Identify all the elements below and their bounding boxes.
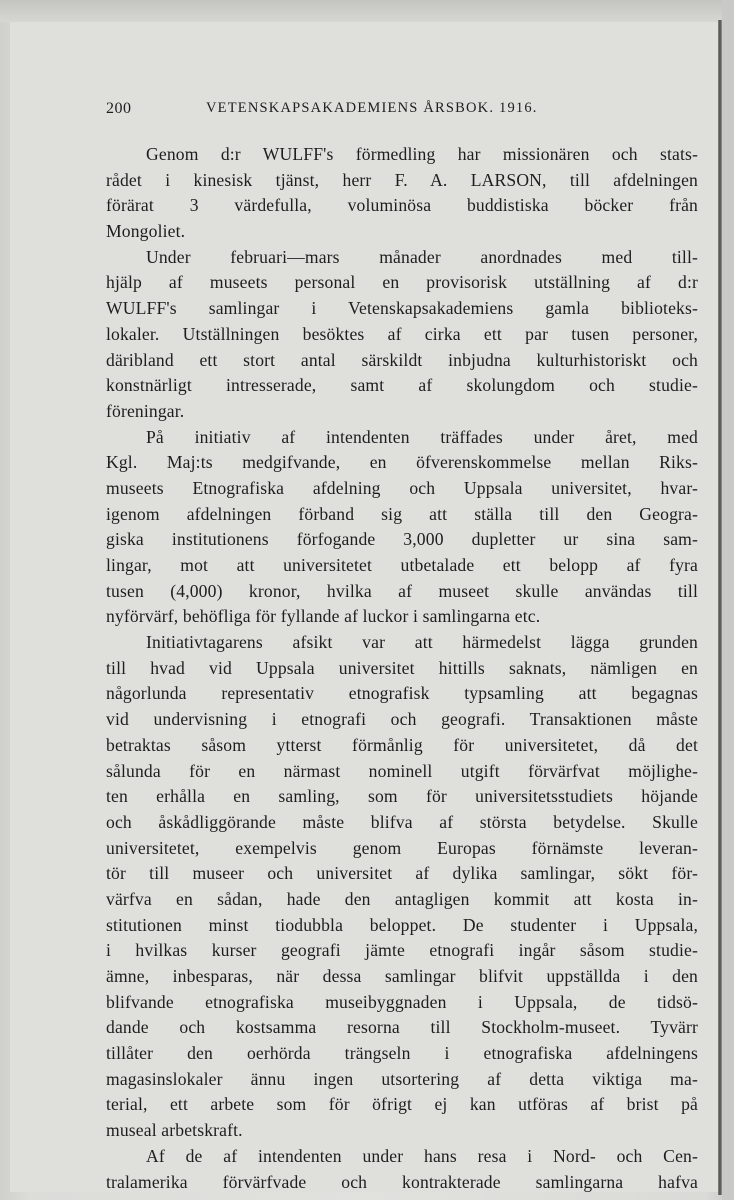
text-line: föreningar. [106,400,185,421]
text-line: sålunda för en närmast nominell utgift förvärfvat möjlighe- [106,760,698,781]
text-line: nyförvärf, behöfliga för fyllande af luckor i samlingarna etc. [106,606,541,627]
text-line: Genom d:r WULFF's förmedling har missionären och stats- [146,144,698,164]
text-line: någorlunda representativ etnografisk typsamling att begagnas [106,683,698,704]
running-title: VETENSKAPSAKADEMIENS ÅRSBOK. 1916. [206,100,538,116]
text-line: igenom afdelningen förband sig att ställa till den Geogra- [106,503,698,524]
text-line: Initiativtagarens afsikt var att härmedelst lägga grunden [146,632,698,653]
text-line: museets Etnografiska afdelning och Uppsala universitet, hvar- [106,477,698,498]
text-line: Af de af intendenten under hans resa i Nord- och Cen- [146,1145,698,1166]
scan-top-shadow [0,0,734,22]
text-line: universitetet, exempelvis genom Europas förnämste leveran- [106,837,698,858]
text-line: Mongoliet. [106,221,186,242]
text-line: magasinslokaler ännu ingen utsortering af detta viktiga ma- [106,1068,698,1089]
text-line: hjälp af museets personal en provisorisk utställning af d:r [106,272,698,293]
text-line: tör till museer och universitet af dylika samlingar, sökt för- [106,863,698,884]
scan-right-margin [722,0,734,1200]
text-line: till hvad vid Uppsala universitet hittills saknats, nämligen en [106,657,698,678]
text-line: Under februari—mars månader anordnades med till- [146,246,698,267]
body-text [106,142,698,1195]
text-line: rådet i kinesisk tjänst, herr F. A. LARSON, till afdelningen [106,169,698,190]
page-header [106,100,698,128]
text-line: tralamerika förvärfvade och kontrakterade samlingarna hafva [106,1171,698,1192]
text-line: konstnärligt intresserade, samt af skolungdom och studie- [106,375,698,396]
text-line: däribland ett stort antal särskildt inbjudna kulturhistoriskt och [106,349,698,370]
text-line: ten erhålla en samling, som för universitetsstudiets höjande [106,786,698,807]
text-line: värfva en sådan, hade den antagligen kommit att kosta in- [106,888,698,909]
text-line: tusen (4,000) kronor, hvilka af museet skulle användas till [106,580,698,601]
text-line: betraktas såsom ytterst förmånlig för universitetet, då det [106,734,698,755]
text-line: i hvilkas kurser geografi jämte etnografi ingår såsom studie- [106,940,698,961]
text-line: På initiativ af intendenten träffades under året, med [146,426,698,447]
text-line: ämne, inbesparas, när dessa samlingar blifvit uppställda i den [106,966,698,986]
text-line: lokaler. Utställningen besöktes af cirka ett par tusen personer, [106,323,698,344]
text-line: lingar, mot att universitetet utbetalade ett belopp af fyra [106,555,698,575]
text-line: Kgl. Maj:ts medgifvande, en öfverenskommelse mellan Riks- [106,452,698,473]
text-line: museal arbetskraft. [106,1120,243,1141]
text-line: stitutionen minst tiodubbla beloppet. De studenter i Uppsala, [106,914,698,935]
text-line: dande och kostsamma resorna till Stockholm-museet. Tyvärr [106,1017,698,1038]
text-line: vid undervisning i etnografi och geografi. Transaktionen måste [106,709,698,730]
page-number: 200 [106,100,132,117]
text-line: WULFF's samlingar i Vetenskapsakademiens gamla biblioteks- [106,298,698,319]
text-line: och åskådliggörande måste blifva af största betydelse. Skulle [106,811,698,832]
text-line: giska institutionens förfogande 3,000 dupletter ur sina sam- [106,529,698,550]
text-line: förärat 3 värdefulla, voluminösa buddistiska böcker från [106,195,698,216]
text-line: blifvande etnografiska museibyggnaden i Uppsala, de tidsö- [106,991,698,1012]
text-line: terial, ett arbete som för öfrigt ej kan utföras af brist på [106,1094,698,1115]
text-line: tillåter den oerhörda trängseln i etnografiska afdelningens [106,1043,698,1064]
